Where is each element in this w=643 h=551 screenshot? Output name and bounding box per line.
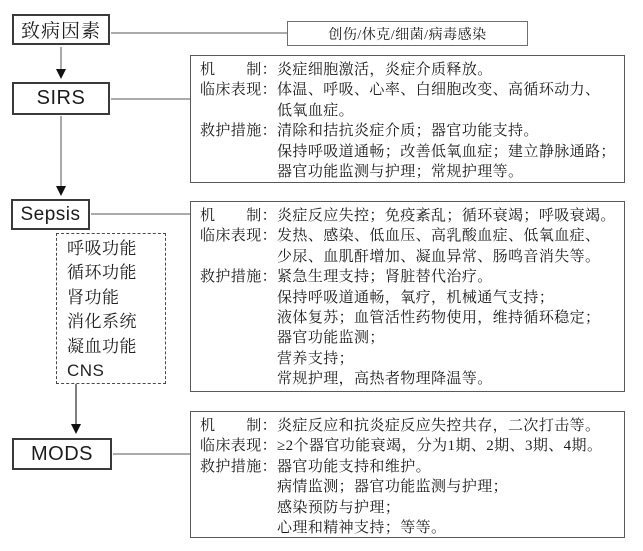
- mods-mechanism-row: [200, 416, 620, 436]
- row-text: 少尿、血肌酐增加、凝血异常、肠鸣音消失等。: [277, 248, 601, 265]
- row-text: 炎症反应失控；免疫紊乱；循环衰竭；呼吸衰竭。: [277, 208, 616, 224]
- sepsis-clinical-row: [200, 226, 620, 267]
- sepsis-mechanism-row: [200, 206, 620, 226]
- row-text: 病情监测；器官功能监测与护理；: [277, 479, 509, 496]
- organ-item-renal: 肾功能: [67, 287, 120, 307]
- sirs-detail-box: [190, 55, 625, 183]
- mods-detail-box: [190, 411, 625, 538]
- row-text: 器官功能支持和维护。: [277, 458, 432, 475]
- row-text: 紧急生理支持；肾脏替代治疗。: [277, 269, 493, 286]
- row-text: ≥2个器官功能衰竭，分为1期、2期、3期、4期。: [277, 438, 603, 455]
- row-text: 清除和拮抗炎症介质；器官功能支持。: [277, 123, 539, 140]
- organ-item-cns: CNS: [67, 361, 105, 381]
- row-text: 发热、感染、低血压、高乳酸血症、低氧血症、: [277, 228, 601, 245]
- organ-item-respiratory: 呼吸功能: [67, 239, 137, 258]
- flow-node-trigger: [287, 21, 528, 46]
- sepsis-rescue-row: [200, 267, 620, 389]
- row-text: 液体复苏；血管活性药物使用，维持循环稳定；: [277, 310, 601, 327]
- row-text: 低氧血症。: [277, 102, 355, 119]
- organ-item-coagulation: 凝血功能: [67, 336, 137, 356]
- mods-rescue-row: [200, 457, 620, 538]
- arrow-sirs-to-sepsis: [56, 116, 66, 196]
- row-label: 临床表现：: [200, 228, 278, 245]
- row-text: 体温、呼吸、心率、白细胞改变、高循环动力、: [277, 82, 601, 99]
- sirs-rescue-row: [200, 121, 620, 182]
- row-label: 机 制：: [200, 208, 278, 224]
- flow-node-mods-label: MODS: [31, 442, 93, 465]
- row-label: 救护措施：: [200, 123, 278, 140]
- row-text: 炎症细胞激活，炎症介质释放。: [277, 62, 493, 78]
- organ-item-circulatory: 循环功能: [67, 263, 137, 283]
- row-label: 机 制：: [200, 62, 278, 78]
- flow-node-pathogen: [12, 14, 110, 45]
- row-label: 救护措施：: [200, 269, 278, 286]
- mods-clinical-row: [200, 436, 620, 456]
- row-text: 器官功能监测与护理；常规护理等。: [277, 164, 524, 181]
- row-label: 临床表现：: [200, 82, 278, 99]
- organ-function-box: [56, 233, 166, 384]
- arrow-pathogen-to-sirs: [56, 47, 66, 79]
- row-label: 救护措施：: [200, 458, 278, 475]
- flow-node-sepsis: [11, 199, 90, 230]
- row-label: 机 制：: [200, 418, 278, 434]
- row-text: 营养支持；: [277, 350, 355, 367]
- row-text: 常规护理，高热者物理降温等。: [277, 371, 493, 388]
- sepsis-detail-box: [190, 201, 625, 392]
- flow-node-sepsis-label: Sepsis: [20, 203, 81, 225]
- flow-node-trigger-label: 创伤/休克/细菌/病毒感染: [328, 27, 487, 43]
- row-label: 临床表现：: [200, 438, 278, 455]
- organ-item-digestive: 消化系统: [67, 312, 137, 332]
- row-text: 器官功能监测；: [277, 330, 385, 347]
- row-text: 感染预防与护理；: [277, 499, 401, 516]
- sirs-mechanism-row: [200, 60, 620, 80]
- flow-node-sirs: [12, 82, 110, 115]
- sirs-clinical-row: [200, 80, 620, 121]
- arrow-sepsis-to-mods: [71, 384, 81, 434]
- row-text: 心理和精神支持；等等。: [277, 520, 447, 537]
- flow-node-mods: [12, 438, 112, 470]
- row-text: 保持呼吸道通畅；改善低氧血症；建立静脉通路；: [277, 143, 616, 160]
- row-text: 炎症反应和抗炎症反应失控共存，二次打击等。: [277, 418, 601, 434]
- row-text: 保持呼吸道通畅，氧疗，机械通气支持；: [277, 289, 555, 306]
- flow-node-sirs-label: SIRS: [36, 87, 86, 109]
- flow-node-pathogen-label: 致病因素: [20, 21, 101, 42]
